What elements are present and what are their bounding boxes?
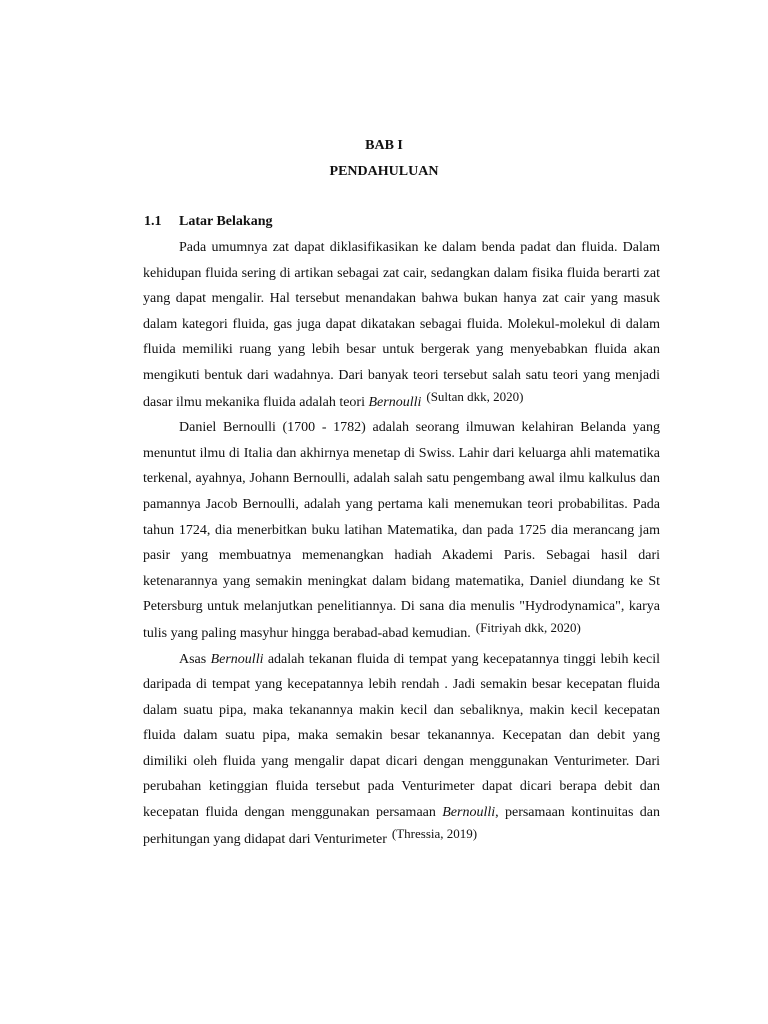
body-text (143, 235, 660, 852)
section-heading (144, 213, 272, 231)
chapter-number: BAB I (365, 138, 403, 153)
term-bernoulli: Bernoulli (368, 394, 422, 410)
paragraph-3-text-end: , persamaan kontinuitas dan perhitungan yang didapat dari Venturimeter (143, 805, 660, 847)
paragraph-3-lead: Asas (179, 651, 207, 667)
citation-sultan: (Sultan dkk, 2020) (426, 388, 524, 404)
paragraph-3-text: adalah tekanan fluida di tempat yang kecepatannya tinggi lebih kecil daripada di tempat yang kecepatannya lebih rendah . Jadi semakin besar kecepatan fluida dalam suatu pipa, maka tekanannya makin kecil dan sebaliknya, makin kecil kecepatan fluida dalam suatu pipa, maka semakin besar tekanannya. Kecepatan dan debit yang dimiliki oleh fluida yang mengalir dapat dicari dengan menggunakan Venturimeter. Dari perubahan ketinggian fluida tersebut pada Venturimeter dapat dicari berapa debit dan kecepatan fluida dengan menggunakan persamaan (143, 651, 660, 821)
paragraph-2 (143, 415, 660, 646)
section-title: Latar Belakang (179, 214, 273, 229)
chapter-title: PENDAHULUAN (329, 164, 439, 179)
paragraph-2-text: Daniel Bernoulli (1700 - 1782) adalah seorang ilmuwan kelahiran Belanda yang menuntut ilmu di Italia dan akhirnya menetap di Swiss. Lahir dari keluarga ahli matematika terkenal, ayahnya, Johann Bernoulli, adalah salah satu pengembang awal ilmu kalkulus dan pamannya Jacob Bernoulli, adalah yang pertama kali menemukan teori probabilitas. Pada tahun 1724, dia menerbitkan buku latihan Matematika, dan pada 1725 dia merancang jam pasir yang membuatnya memenangkan hadiah Akademi Paris. Sebagai hasil dari ketenarannya yang semakin meningkat dalam bidang matematika, Daniel diundang ke St Petersburg untuk melanjutkan penelitiannya. Di sana dia menulis "Hydrodynamica", karya tulis yang paling masyhur hingga berabad-abad kemudian. (143, 420, 660, 641)
paragraph-1-text: Pada umumnya zat dapat diklasifikasikan ke dalam benda padat dan fluida. Dalam kehidupan fluida sering di artikan sebagai zat cair, sedangkan dalam fisika fluida berarti zat yang dapat mengalir. Hal tersebut menandakan bahwa bukan hanya zat cair yang masuk dalam kategori fluida, gas juga dapat dikatakan sebagai fluida. Molekul-molekul di dalam fluida memiliki ruang yang lebih besar untuk bergerak yang menyebabkan fluida akan mengikuti bentuk dari wadahnya. Dari banyak teori tersebut salah satu teori yang menjadi dasar ilmu mekanika fluida adalah teori (143, 240, 660, 410)
citation-thressia: (Thressia, 2019) (391, 825, 478, 841)
term-bernoulli: Bernoulli (210, 651, 264, 667)
paragraph-3 (143, 647, 660, 853)
term-bernoulli: Bernoulli (442, 805, 496, 821)
citation-fitriyah: (Fitriyah dkk, 2020) (475, 619, 581, 635)
section-number: 1.1 (144, 214, 162, 229)
paragraph-1 (143, 235, 660, 415)
